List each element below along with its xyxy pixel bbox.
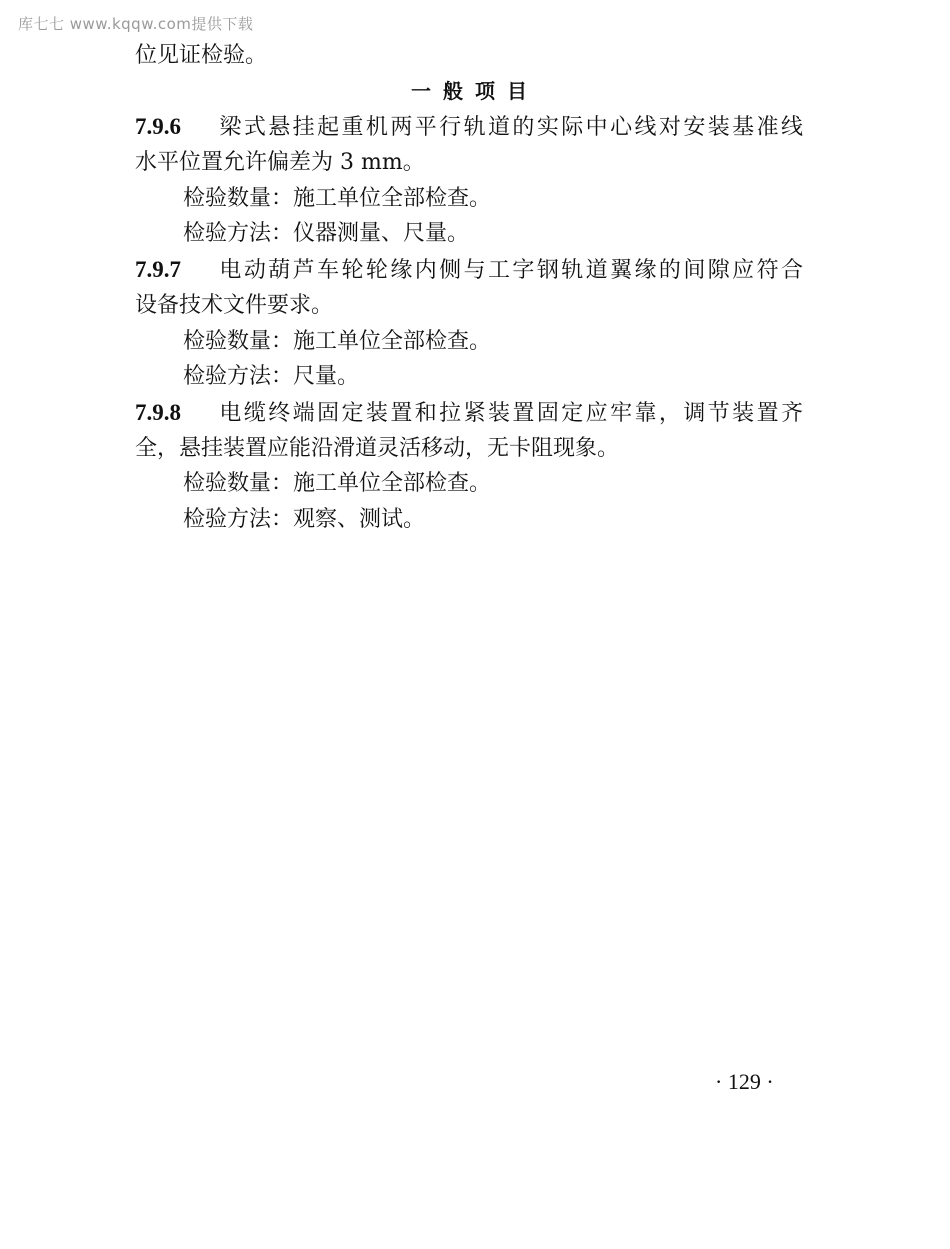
section-heading: 一般项目: [411, 78, 539, 103]
clause-7-9-7-line-2: 设备技术文件要求。: [135, 292, 334, 318]
page-number: · 129 ·: [715, 1069, 774, 1094]
continuation-line: 位见证检验。: [135, 43, 268, 68]
clause-7-9-7-inspection-quantity: 检验数量：施工单位全部检查。: [183, 328, 492, 354]
clause-text: 电动葫芦车轮轮缘内侧与工字钢轨道翼缘的间隙应符合: [217, 258, 803, 284]
clause-7-9-8-inspection-method: 检验方法：观察、测试。: [183, 506, 426, 532]
clause-7-9-8-line-1: [135, 395, 803, 431]
clause-7-9-7-line-1: [135, 252, 803, 288]
clause-number: 7.9.7: [135, 257, 181, 283]
clause-number: 7.9.8: [135, 399, 181, 425]
document-body: [135, 38, 803, 538]
watermark-text: 库七七 www.kqqw.com提供下载: [18, 15, 254, 33]
clause-7-9-8-inspection-quantity: 检验数量：施工单位全部检查。: [183, 471, 492, 497]
clause-7-9-6-inspection-quantity: 检验数量：施工单位全部检查。: [183, 185, 492, 211]
clause-text: 电缆终端固定装置和拉紧装置固定应牢靠，调节装置齐: [217, 400, 803, 426]
clause-7-9-8-line-2: 全，悬挂装置应能沿滑道灵活移动，无卡阻现象。: [135, 435, 620, 461]
clause-number: 7.9.6: [135, 114, 181, 140]
clause-text: 梁式悬挂起重机两平行轨道的实际中心线对安装基准线: [217, 115, 803, 141]
clause-7-9-6-inspection-method: 检验方法：仪器测量、尺量。: [183, 221, 470, 247]
clause-7-9-7-inspection-method: 检验方法：尺量。: [183, 364, 360, 390]
clause-7-9-6-line-2: 水平位置允许偏差为 3 mm。: [135, 150, 425, 176]
clause-7-9-6-line-1: [135, 109, 803, 145]
